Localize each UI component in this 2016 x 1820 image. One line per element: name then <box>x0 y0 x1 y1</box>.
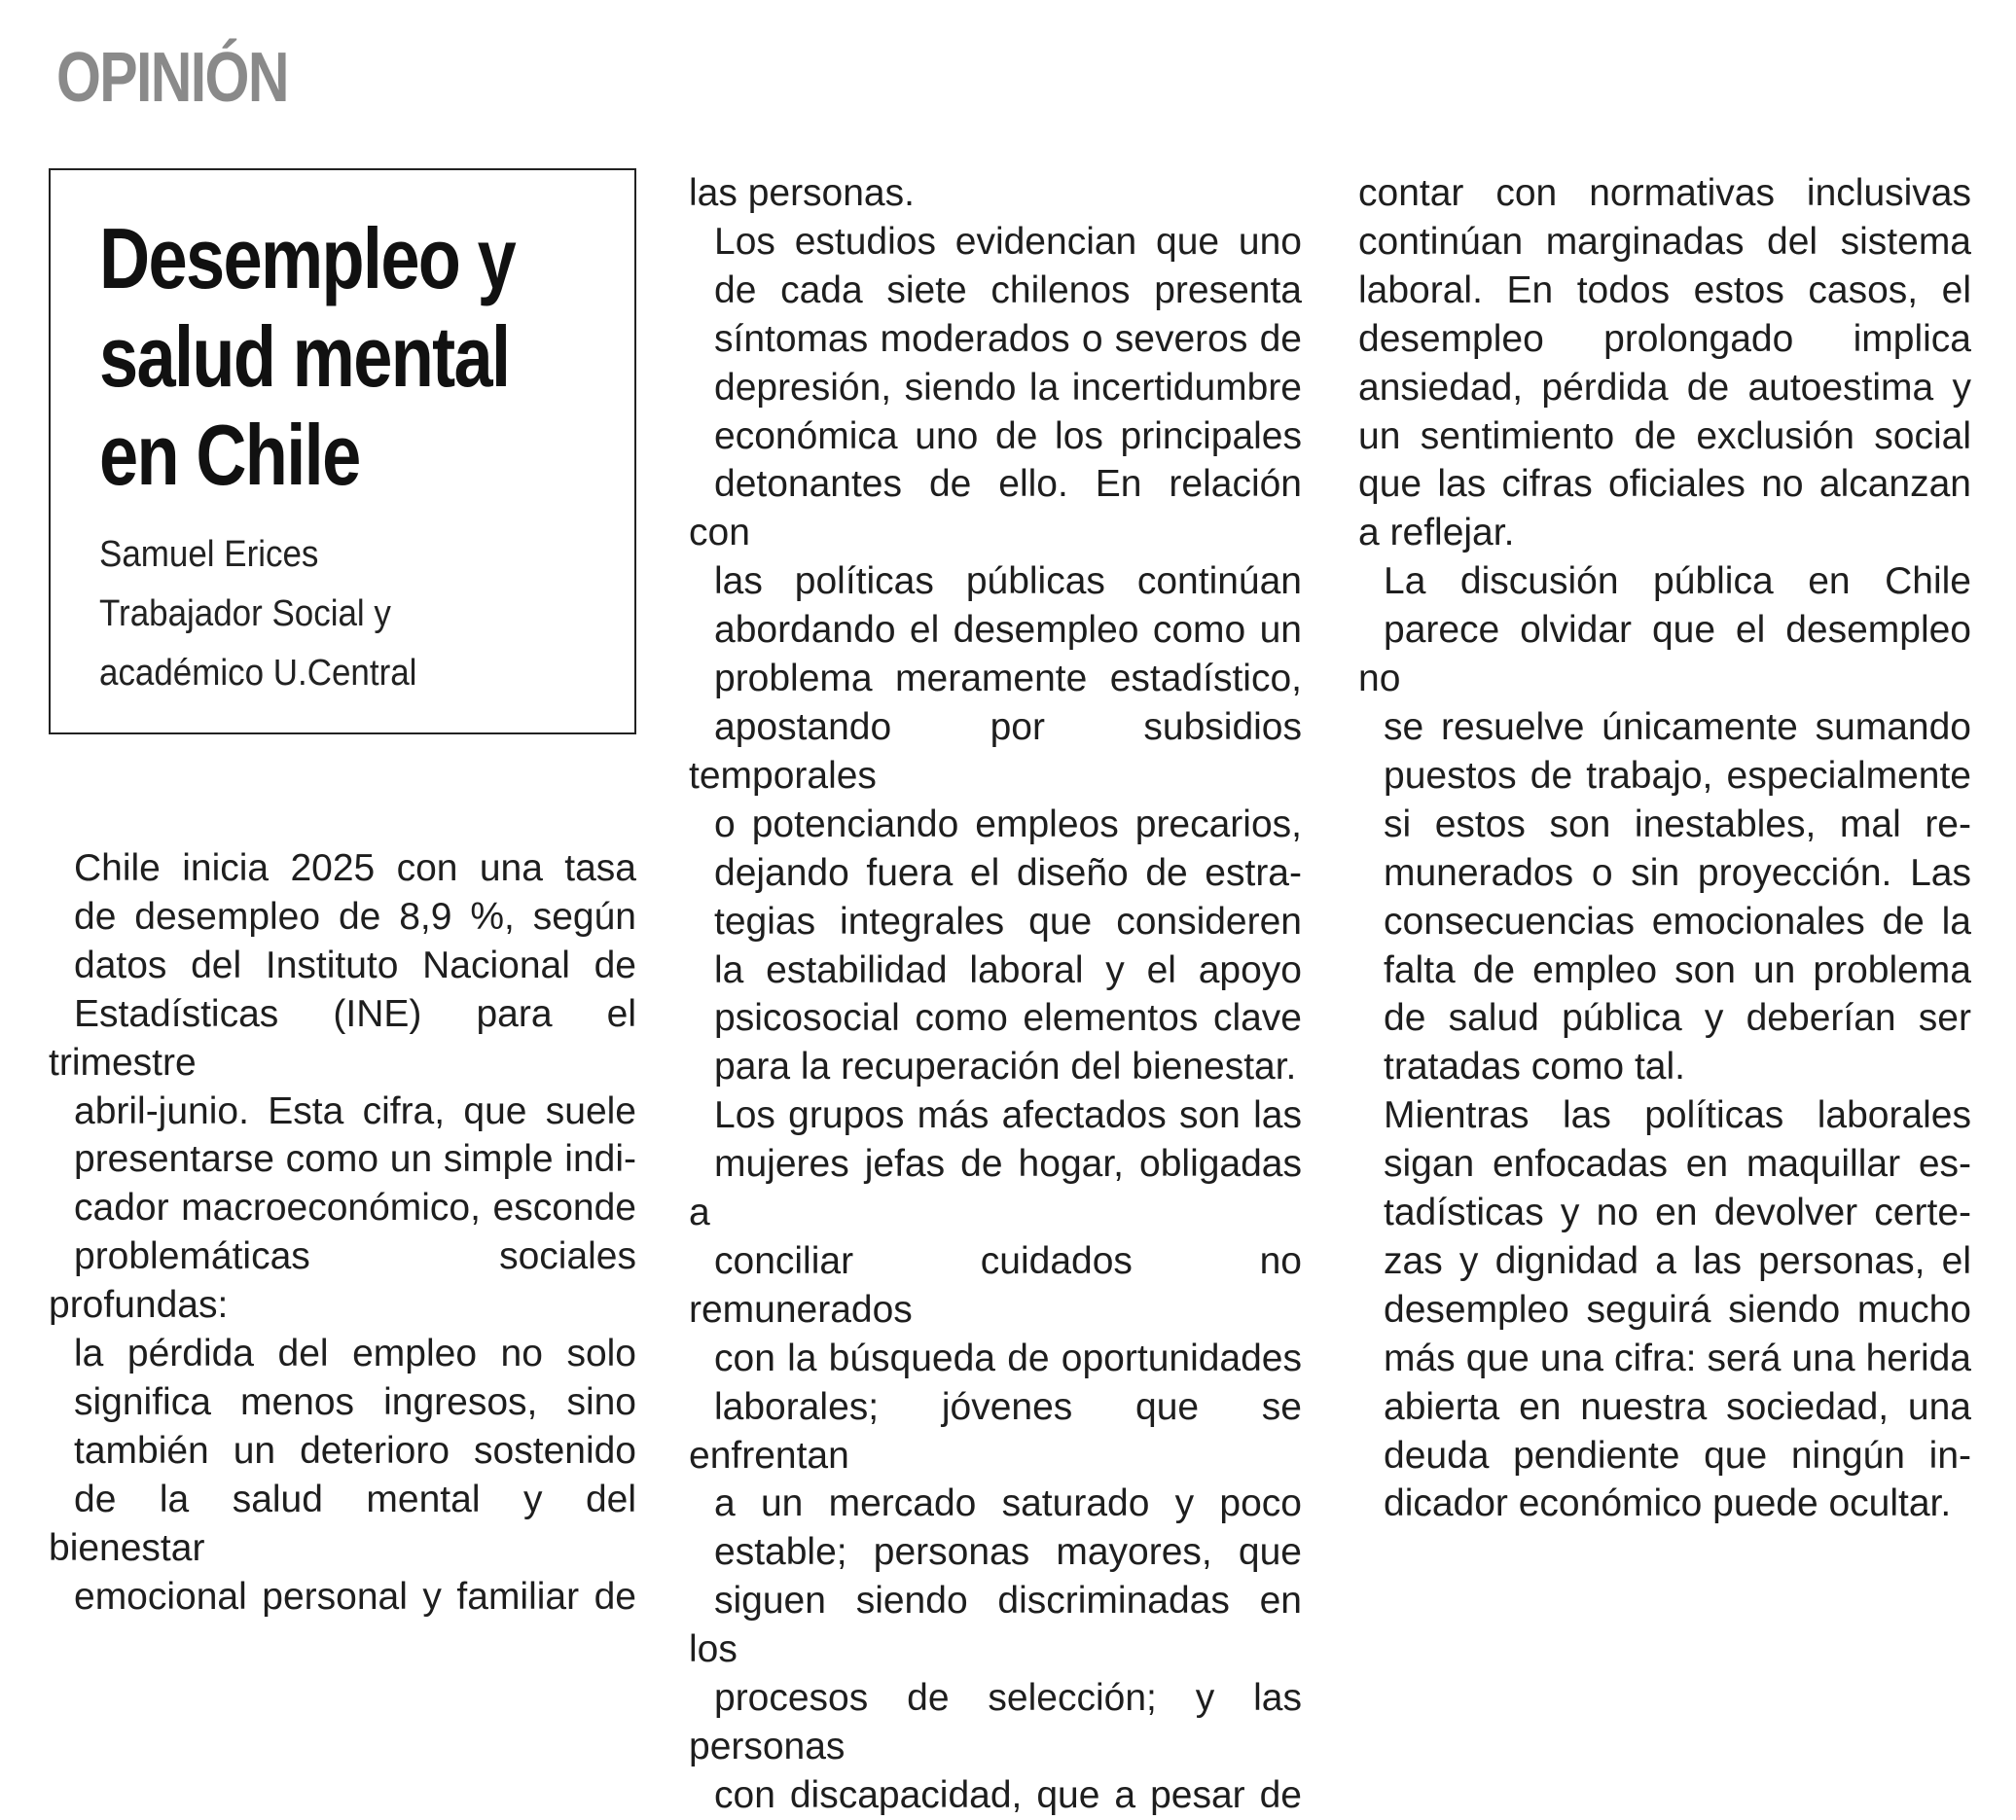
text-line: emocional personal y familiar de <box>74 1575 636 1618</box>
text-line: a un mercado saturado y poco <box>714 1482 1302 1525</box>
paragraph <box>689 169 1302 218</box>
byline <box>99 525 416 703</box>
text-line: falta de empleo son un problema <box>1384 948 1971 991</box>
text-line: la estabilidad laboral y el apoyo <box>714 948 1302 991</box>
text-line: tegias integrales que consideren <box>714 900 1302 943</box>
text-line: apostando por subsidios temporales <box>689 705 1302 797</box>
text-line: presentarse como un simple indi- <box>74 1138 636 1181</box>
text-line: de la salud mental y del bienestar <box>49 1478 636 1569</box>
paragraph <box>1358 557 1971 1091</box>
text-line: abril-junio. Esta cifra, que suele <box>74 1089 636 1132</box>
text-line: munerados o sin proyección. Las <box>1384 851 1971 894</box>
text-line: conciliar cuidados no remunerados <box>689 1239 1302 1331</box>
text-line: las personas. <box>689 172 915 214</box>
text-line: con la búsqueda de oportunidades <box>714 1337 1302 1379</box>
text-line: abierta en nuestra sociedad, una <box>1384 1385 1971 1428</box>
article-column-1 <box>49 844 636 1622</box>
text-line: o potenciando empleos precarios, <box>714 803 1302 845</box>
text-line: consecuencias emocionales de la <box>1384 900 1971 943</box>
article-column-3 <box>1358 169 1971 1528</box>
text-line: más que una cifra: será una herida <box>1384 1337 1971 1379</box>
text-line: depresión, siendo la incertidumbre <box>714 366 1302 409</box>
text-line: contar con normativas inclusivas <box>1358 172 1971 214</box>
text-line: Estadísticas (INE) para el trimestre <box>49 992 636 1084</box>
text-line: Los grupos más afectados son las <box>714 1094 1302 1137</box>
text-line: puestos de trabajo, especialmente <box>1384 754 1971 797</box>
author-role: Trabajador Social y <box>99 593 391 634</box>
text-line: zas y dignidad a las personas, el <box>1384 1239 1971 1282</box>
text-line: problemáticas sociales profundas: <box>49 1235 636 1327</box>
text-line: síntomas moderados o severos de <box>714 317 1302 360</box>
text-line: dicador económico puede ocultar. <box>1384 1482 1952 1525</box>
author-name: Samuel Erices <box>99 534 319 575</box>
text-line: Los estudios evidencian que uno <box>714 220 1302 263</box>
title-box <box>49 168 636 734</box>
text-line: un sentimiento de exclusión social <box>1358 414 1971 457</box>
paragraph <box>49 844 636 1622</box>
text-line: psicosocial como elementos clave <box>714 997 1302 1040</box>
text-line: estable; personas mayores, que <box>714 1531 1302 1574</box>
article-column-2 <box>689 169 1302 1820</box>
paragraph <box>689 1091 1302 1820</box>
text-line: mujeres jefas de hogar, obligadas a <box>689 1143 1302 1234</box>
headline: Desempleo y salud mental en Chile <box>99 210 516 503</box>
text-line: La discusión pública en Chile <box>1384 560 1971 603</box>
text-line: si estos son inestables, mal re- <box>1384 803 1971 845</box>
text-line: desempleo prolongado implica <box>1358 317 1971 360</box>
text-line: se resuelve únicamente sumando <box>1384 705 1971 748</box>
text-line: continúan marginadas del sistema <box>1358 220 1971 263</box>
text-line: desempleo seguirá siendo mucho <box>1384 1288 1971 1331</box>
text-line: sigan enfocadas en maquillar es- <box>1384 1143 1971 1186</box>
text-line: detonantes de ello. En relación con <box>689 463 1302 554</box>
text-line: Chile inicia 2025 con una tasa <box>74 847 636 889</box>
text-line: de salud pública y deberían ser <box>1384 997 1971 1040</box>
text-line: también un deterioro sostenido <box>74 1429 636 1472</box>
text-line: económica uno de los principales <box>714 414 1302 457</box>
text-line: de cada siete chilenos presenta <box>714 268 1302 311</box>
text-line: cador macroeconómico, esconde <box>74 1187 636 1230</box>
text-line: Mientras las políticas laborales <box>1384 1094 1971 1137</box>
text-line: problema meramente estadístico, <box>714 658 1302 700</box>
paragraph <box>1358 1091 1971 1528</box>
text-line: laborales; jóvenes que se enfrentan <box>689 1385 1302 1477</box>
author-affiliation: académico U.Central <box>99 653 417 694</box>
text-line: datos del Instituto Nacional de <box>74 944 636 986</box>
text-line: de desempleo de 8,9 %, según <box>74 895 636 938</box>
text-line: la pérdida del empleo no solo <box>74 1333 636 1375</box>
text-line: que las cifras oficiales no alcanzan <box>1358 463 1971 506</box>
text-line: siguen siendo discriminadas en los <box>689 1580 1302 1671</box>
text-line: tadísticas y no en devolver certe- <box>1384 1192 1971 1234</box>
text-line: significa menos ingresos, sino <box>74 1380 636 1423</box>
text-line: para la recuperación del bienestar. <box>714 1046 1297 1088</box>
text-line: laboral. En todos estos casos, el <box>1358 268 1971 311</box>
text-line: ansiedad, pérdida de autoestima y <box>1358 366 1971 409</box>
text-line: dejando fuera el diseño de estra- <box>714 851 1302 894</box>
text-line: procesos de selección; y las personas <box>689 1677 1302 1767</box>
text-line: a reflejar. <box>1358 512 1515 554</box>
text-line: las políticas públicas continúan <box>714 560 1302 603</box>
paragraph <box>689 218 1302 1091</box>
paragraph <box>1358 169 1971 557</box>
text-line: deuda pendiente que ningún in- <box>1384 1434 1971 1477</box>
text-line: abordando el desempleo como un <box>714 609 1302 652</box>
text-line: parece olvidar que el desempleo no <box>1358 609 1971 700</box>
text-line: tratadas como tal. <box>1384 1046 1685 1088</box>
text-line: con discapacidad, que a pesar de <box>714 1773 1302 1816</box>
section-label: OPINIÓN <box>56 39 288 117</box>
